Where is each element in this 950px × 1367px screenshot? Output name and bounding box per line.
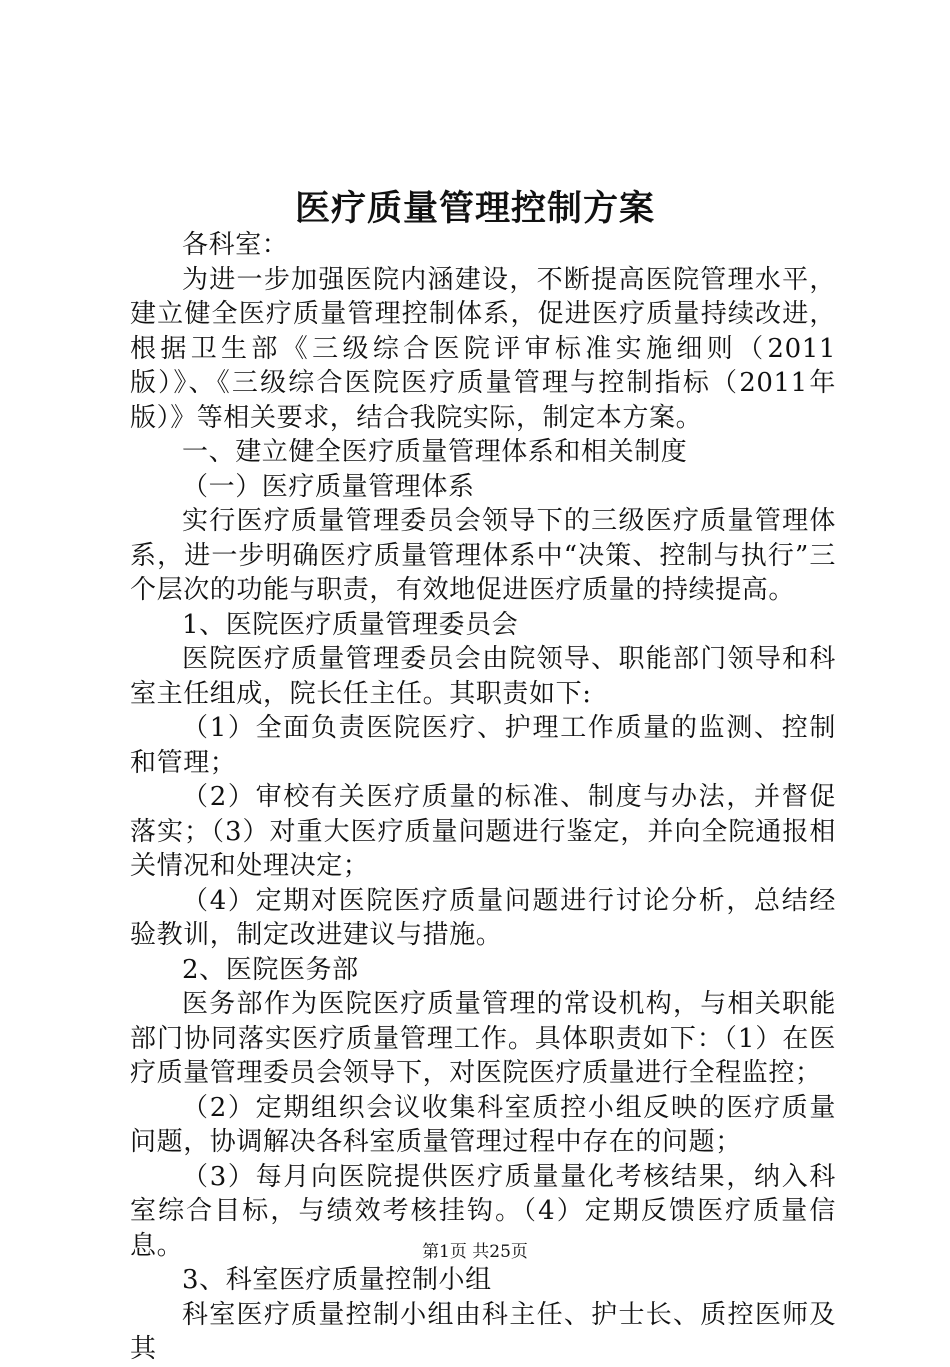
subsection-heading-1: （一）医疗质量管理体系 (182, 471, 475, 502)
body-paragraph: 医院医疗质量管理委员会由院领导、职能部门领导和科室主任组成，院长任主任。其职责如下: (130, 644, 836, 709)
body-paragraph: 实行医疗质量管理委员会领导下的三级医疗质量管理体系，进一步明确医疗质量管理体系中“决策、控制与执行”三个层次的功能与职责，有效地促进医疗质量的持续提高。 (130, 506, 836, 605)
intro-paragraph: 为进一步加强医院内涵建设，不断提高医院管理水平，建立健全医疗质量管理控制体系，促进医疗质量持续改进，根据卫生部《三级综合医院评审标准实施细则（2011版）》、《三级综合医院医疗质量管理与控制指标（2011年版）》等相关要求，结合我院实际，制定本方案。 (130, 264, 836, 433)
document-title: 医疗质量管理控制方案 (294, 188, 655, 229)
duty-item: （2）审校有关医疗质量的标准、制度与办法，并督促落实；（3）对重大医疗质量问题进行鉴定，并向全院通报相关情况和处理决定； (130, 782, 836, 881)
duty-item: （2）定期组织会议收集科室质控小组反映的医疗质量问题，协调解决各科室质量管理过程中存在的问题； (130, 1092, 836, 1157)
body-paragraph: 科室医疗质量控制小组由科主任、护士长、质控医师及其 (130, 1299, 836, 1364)
section-heading-1: 一、建立健全医疗质量管理体系和相关制度 (182, 437, 688, 467)
document-body (130, 228, 836, 1367)
salutation: 各科室： (182, 230, 289, 260)
duty-item: （1）全面负责医院医疗、护理工作质量的监测、控制和管理； (130, 713, 836, 778)
duty-item: （3）每月向医院提供医疗质量量化考核结果，纳入科室综合目标，与绩效考核挂钩。（4）定期反馈医疗质量信息。 (130, 1161, 836, 1261)
duty-item: （4）定期对医院医疗质量问题进行讨论分析，总结经验教训，制定改进建议与措施。 (130, 885, 836, 950)
item-heading-1: 1、医院医疗质量管理委员会 (182, 609, 519, 640)
body-paragraph: 医务部作为医院医疗质量管理的常设机构，与相关职能部门协同落实医疗质量管理工作。具体职责如下：（1）在医疗质量管理委员会领导下，对医院医疗质量进行全程监控； (130, 989, 836, 1088)
page-footer: 第1页 共25页 (422, 1242, 528, 1262)
item-heading-3: 3、科室医疗质量控制小组 (182, 1265, 492, 1295)
item-heading-2: 2、医院医务部 (182, 954, 359, 985)
